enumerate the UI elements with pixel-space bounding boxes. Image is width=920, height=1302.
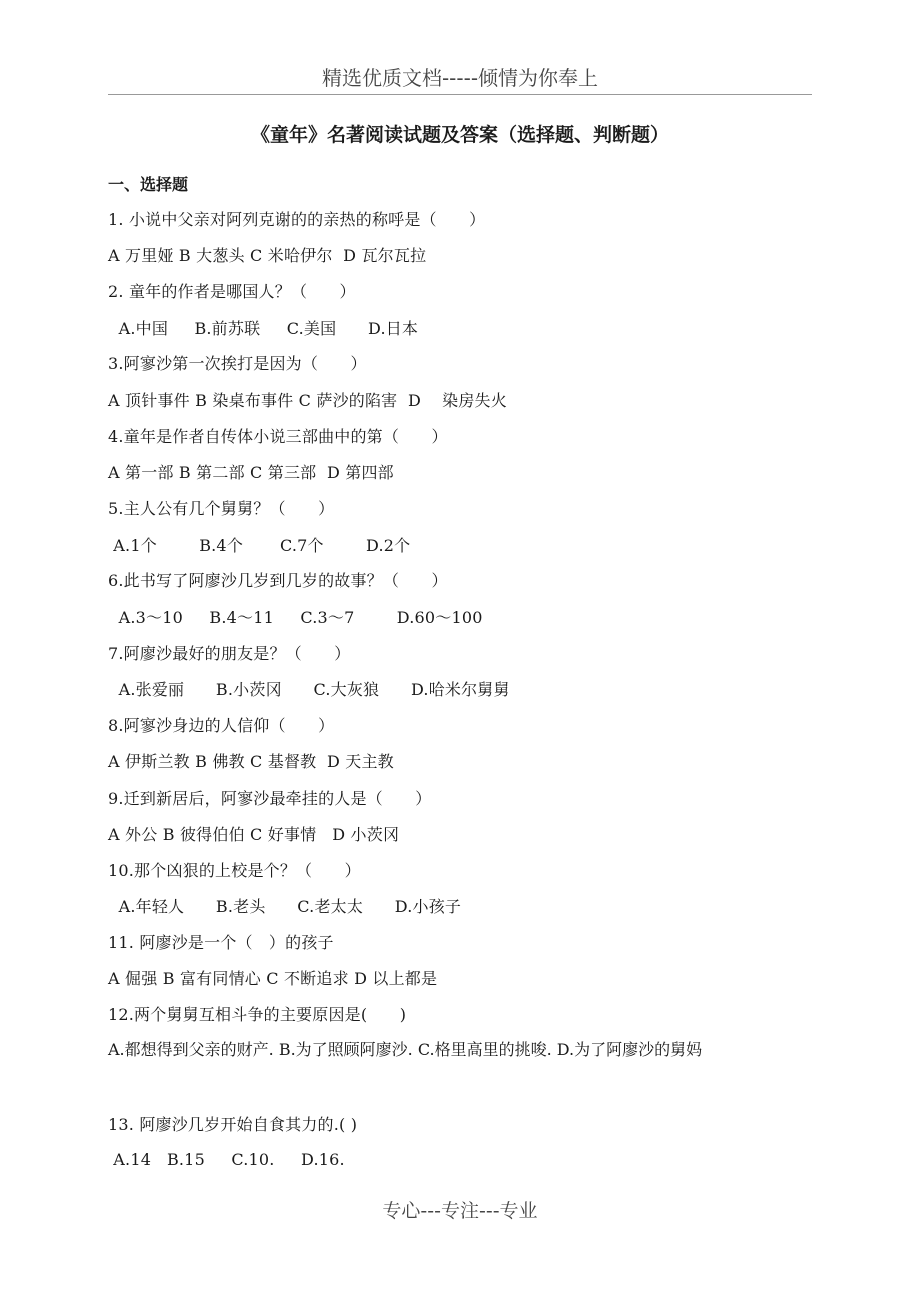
question-3: 3.阿寥沙第一次挨打是因为（ ）: [108, 354, 367, 373]
question-11: 11. 阿廖沙是一个（ ）的孩子: [108, 933, 334, 952]
question-6-options: A.3～10 B.4～11 C.3～7 D.60～100: [108, 608, 483, 627]
question-7: 7.阿廖沙最好的朋友是？（ ）: [108, 644, 351, 663]
page-footer: 专心---专注---专业: [382, 1200, 538, 1222]
question-3-options: A 顶针事件 B 染桌布事件 C 萨沙的陷害 D 染房失火: [108, 391, 507, 410]
document-title: 《童年》名著阅读试题及答案（选择题、判断题）: [250, 124, 669, 146]
question-4-options: A 第一部 B 第二部 C 第三部 D 第四部: [108, 463, 394, 482]
question-2: 2. 童年的作者是哪国人？（ ）: [108, 282, 356, 301]
question-9-options: A 外公 B 彼得伯伯 C 好事情 D 小茨冈: [108, 825, 400, 844]
question-7-options: A.张爱丽 B.小茨冈 C.大灰狼 D.哈米尔舅舅: [108, 680, 510, 699]
question-6: 6.此书写了阿廖沙几岁到几岁的故事？（ ）: [108, 571, 448, 590]
question-8: 8.阿寥沙身边的人信仰（ ）: [108, 716, 335, 735]
question-13: 13. 阿廖沙几岁开始自食其力的.( ): [108, 1115, 358, 1134]
question-9: 9.迁到新居后，阿寥沙最牵挂的人是（ ）: [108, 789, 432, 808]
question-10: 10.那个凶狠的上校是个？（ ）: [108, 861, 361, 880]
question-1: 1. 小说中父亲对阿列克谢的的亲热的称呼是（ ）: [108, 210, 486, 229]
question-8-options: A 伊斯兰教 B 佛教 C 基督教 D 天主教: [108, 752, 394, 771]
question-2-options: A.中国 B.前苏联 C.美国 D.日本: [108, 319, 419, 338]
question-5: 5.主人公有几个舅舅？（ ）: [108, 499, 335, 518]
page-header: 精选优质文档-----倾情为你奉上: [321, 66, 599, 90]
question-12-options: A.都想得到父亲的财产. B.为了照顾阿廖沙. C.格里高里的挑唆. D.为了阿廖沙的舅妈: [108, 1040, 703, 1059]
question-12: 12.两个舅舅互相斗争的主要原因是( ): [108, 1005, 407, 1024]
header-divider: [108, 94, 812, 95]
question-5-options: A.1个 B.4个 C.7个 D.2个: [108, 536, 411, 555]
question-10-options: A.年轻人 B.老头 C.老太太 D.小孩子: [108, 897, 462, 916]
question-4: 4.童年是作者自传体小说三部曲中的第（ ）: [108, 427, 448, 446]
section-heading: 一、选择题: [108, 175, 189, 194]
question-1-options: A 万里娅 B 大葱头 C 米哈伊尔 D 瓦尔瓦拉: [108, 246, 427, 265]
question-11-options: A 倔强 B 富有同情心 C 不断追求 D 以上都是: [108, 969, 438, 988]
question-13-options: A.14 B.15 C.10. D.16.: [108, 1150, 345, 1169]
